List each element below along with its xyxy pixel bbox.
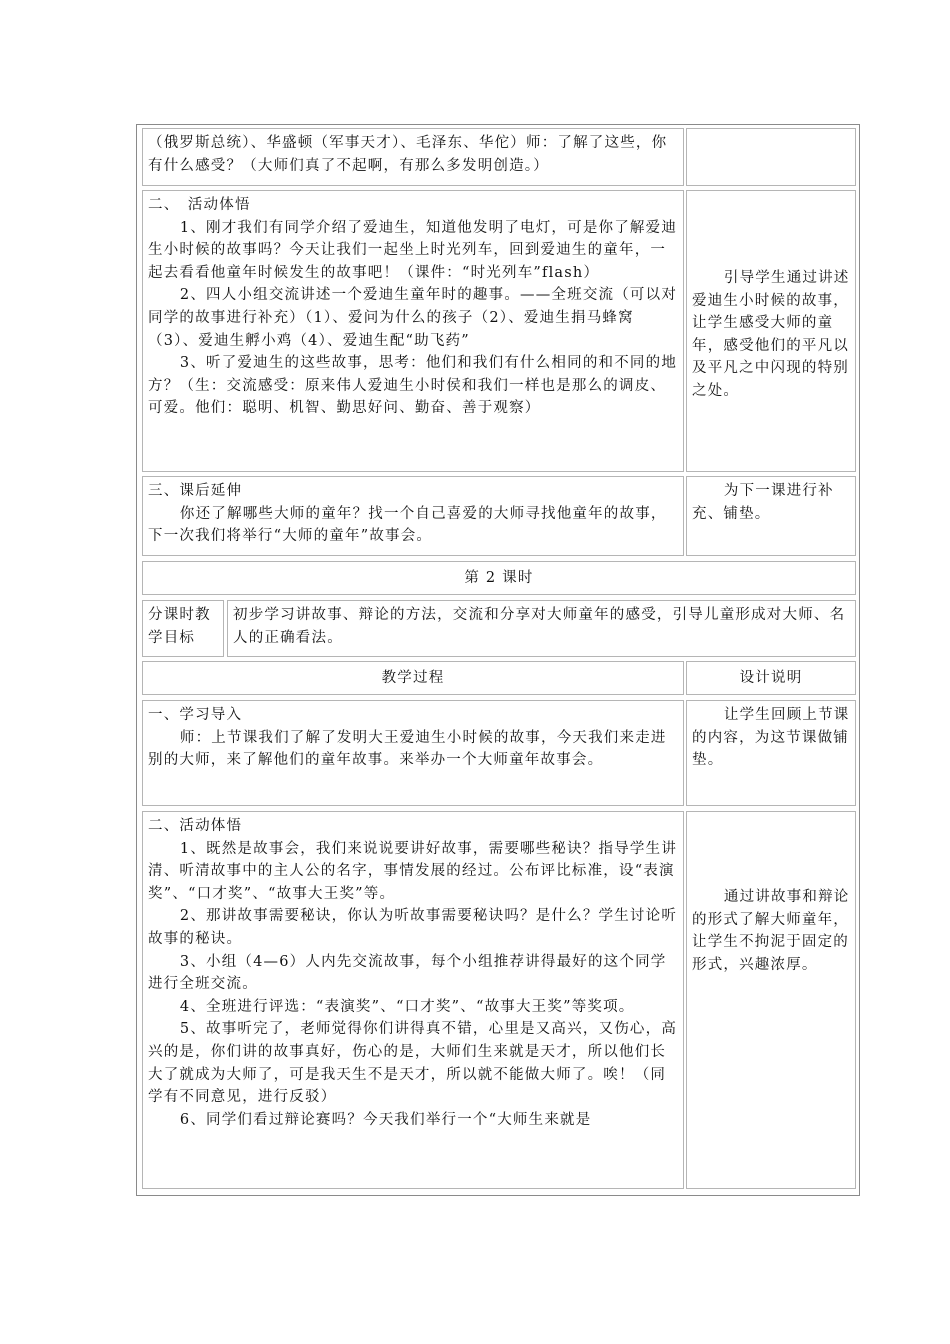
lesson2-title: 第 2 课时 [464, 569, 534, 586]
row1-process-cell [142, 128, 684, 186]
row4-process-cell [142, 700, 684, 806]
row2-para-3: 3、听了爱迪生的这些故事，思考：他们和我们有什么相同的和不同的地方？（生：交流感受：原来伟人爱迪生小时侯和我们一样也是那么的调皮、可爱。他们：聪明、机智、勤思好问、勤奋、善于观察） [148, 355, 678, 417]
row2-design-cell [686, 190, 856, 472]
row5-para-2: 2、那讲故事需要秘诀，你认为听故事需要秘诀吗？是什么？学生讨论听故事的秘诀。 [148, 908, 678, 947]
lesson2-title-cell [142, 561, 856, 595]
row2-para-1: 1、刚才我们有同学介绍了爱迪生，知道他发明了电灯，可是你了解爱迪生小时候的故事吗？今天让我们一起坐上时光列车，回到爱迪生的童年，一起去看看他童年时候发生的故事吧！（课件：“时光列车”flash） [148, 219, 678, 281]
row4-heading: 一、学习导入 [148, 707, 243, 723]
row5-design-cell [686, 811, 856, 1189]
row5-note: 通过讲故事和辩论的形式了解大师童年，让学生不拘泥于固定的形式，兴趣浓厚。 [692, 889, 850, 973]
row2-heading: 二、 活动体悟 [148, 197, 251, 213]
row3-para-1: 你还了解哪些大师的童年？找一个自己喜爱的大师寻找他童年的故事，下一次我们将举行“大师的童年”故事会。 [148, 505, 667, 545]
row4-design-cell [686, 700, 856, 806]
row2-note: 引导学生通过讲述爱迪生小时候的故事，让学生感受大师的童年，感受他们的平凡以及平凡之中闪现的特别之处。 [692, 270, 850, 399]
row2-process-cell [142, 190, 684, 472]
row5-heading: 二、活动体悟 [148, 818, 243, 834]
row3-note: 为下一课进行补充、铺垫。 [692, 483, 834, 522]
row3-heading: 三、课后延伸 [148, 483, 243, 499]
row2-para-2: 2、四人小组交流讲述一个爱迪生童年时的趣事。——全班交流（可以对同学的故事进行补充）（1）、爱问为什么的孩子（2）、爱迪生捐马蜂窝（3）、爱迪生孵小鸡（4）、爱迪生配“助飞药” [148, 287, 678, 349]
header-process: 教学过程 [381, 669, 445, 686]
header-process-cell [142, 661, 684, 695]
header-design-cell [686, 661, 856, 695]
lesson-plan-table [136, 124, 860, 1196]
row1-design-cell [686, 128, 856, 186]
row5-para-6: 6、同学们看过辩论赛吗？今天我们举行一个“大师生来就是 [179, 1111, 592, 1128]
objective-label-cell [142, 600, 224, 657]
objective-label: 分课时教学目标 [148, 607, 211, 646]
row4-para-1: 师：上节课我们了解了发明大王爱迪生小时候的故事，今天我们来走进别的大师，来了解他们的童年故事。来举办一个大师童年故事会。 [148, 729, 667, 769]
row3-design-cell [686, 476, 856, 556]
row5-para-5: 5、故事听完了，老师觉得你们讲得真不错，心里是又高兴，又伤心，高兴的是，你们讲的故事真好，伤心的是，大师们生来就是天才，所以他们长大了就成为大师了，可是我天生不是天才，所以就不能做大师了。唉！（同学有不同意见，进行反驳） [148, 1021, 678, 1106]
row5-process-cell [142, 811, 684, 1189]
row5-para-4: 4、全班进行评选：“表演奖”、“口才奖”、“故事大王奖”等奖项。 [179, 998, 635, 1015]
header-design: 设计说明 [739, 669, 803, 686]
objective-text: 初步学习讲故事、辩论的方法，交流和分享对大师童年的感受，引导儿童形成对大师、名人的正确看法。 [233, 607, 846, 646]
row1-text: （俄罗斯总统）、华盛顿（军事天才）、毛泽东、华佗）师：了解了这些，你有什么感受？（大师们真了不起啊，有那么多发明创造。） [148, 135, 668, 174]
objective-text-cell [227, 600, 856, 657]
row5-para-1: 1、既然是故事会，我们来说说要讲好故事，需要哪些秘诀？指导学生讲清、听清故事中的主人公的名字，事情发展的经过。公布评比标准，设“表演奖”、“口才奖”、“故事大王奖”等。 [148, 840, 678, 902]
row5-para-3: 3、小组（4—6）人内先交流故事，每个小组推荐讲得最好的这个同学进行全班交流。 [148, 953, 667, 993]
row4-note: 让学生回顾上节课的内容，为这节课做铺垫。 [692, 707, 850, 769]
row3-process-cell [142, 476, 684, 556]
